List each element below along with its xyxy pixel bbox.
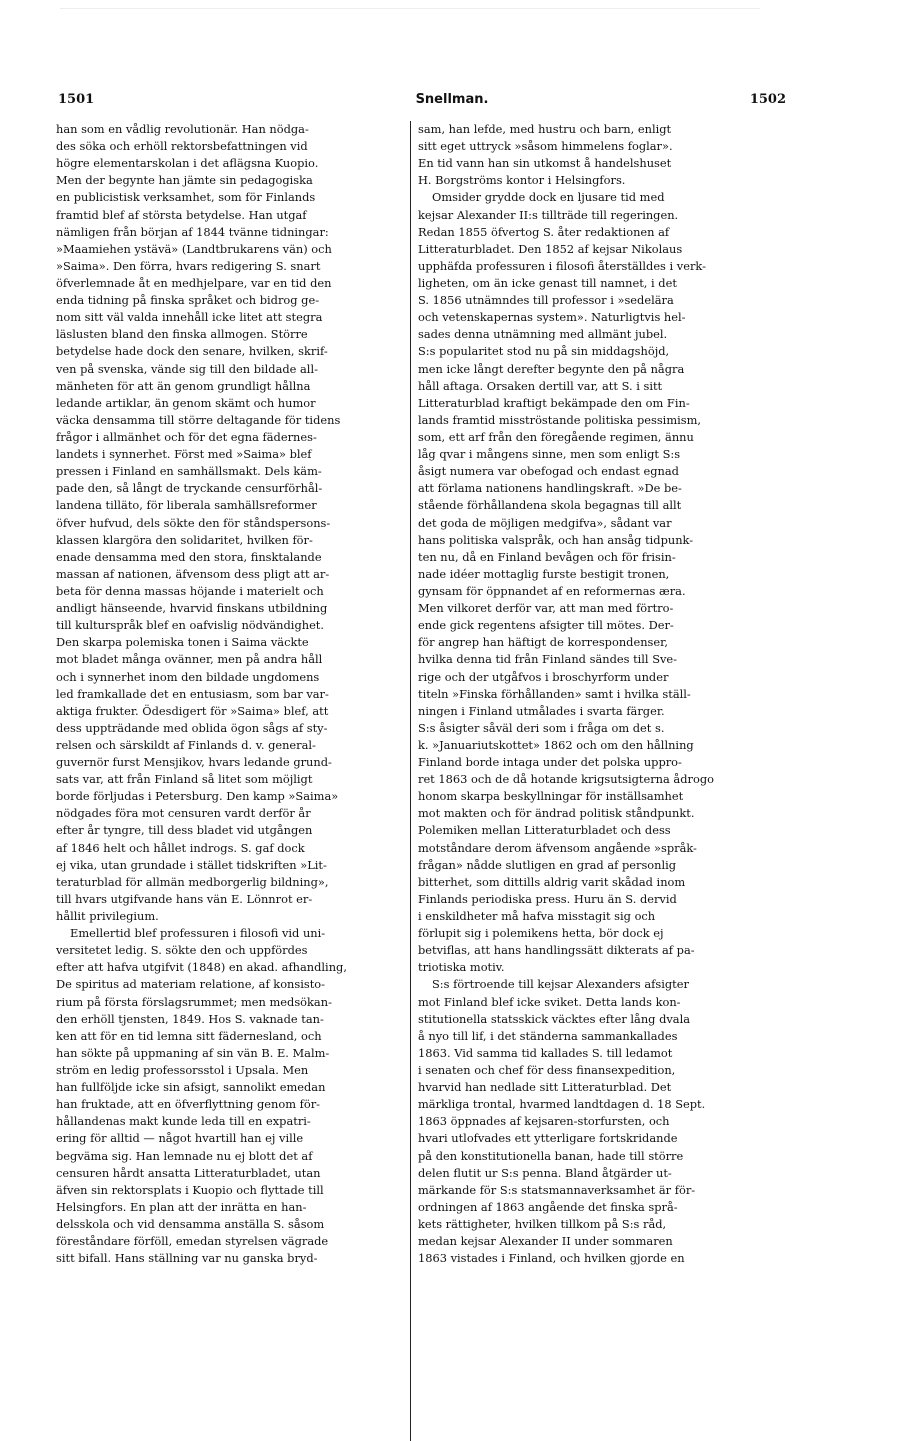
text-line: rige och der utgåfvos i broschyrform under (418, 669, 669, 684)
scan-edge-line (60, 8, 760, 9)
text-line: En tid vann han sin utkomst å handelshuset (418, 156, 672, 171)
text-line: ningen i Finland utmålades i svarta färger. (418, 703, 665, 718)
text-line: kejsar Alexander II:s tillträde till regeringen. (418, 207, 679, 222)
text-line: Omsider grydde dock en ljusare tid med (432, 190, 665, 205)
text-line: föreståndare förföll, emedan styrelsen vägrade (56, 1234, 329, 1249)
text-line: »Saima». Den förra, hvars redigering S. snart (56, 258, 321, 273)
text-line: De spiritus ad materiam relatione, af konsisto- (56, 977, 326, 992)
text-line: stående förhållandena skola begagnas till allt (418, 498, 682, 513)
text-line: väcka densamma till större deltagande för tidens (56, 412, 341, 427)
text-line: han fruktade, att en öfverflyttning genom för- (56, 1097, 321, 1112)
text-line: teraturblad för allmän medborgerlig bildning», (56, 874, 329, 889)
text-line: enda tidning på finska språket och bidrog ge- (56, 293, 320, 308)
text-line: sitt bifall. Hans ställning var nu ganska bryd- (56, 1251, 318, 1266)
text-line: nämligen från början af 1844 tvänne tidningar: (56, 224, 329, 239)
text-line: efter att hafva utgifvit (1848) en akad. afhandling, (56, 960, 347, 975)
running-title: Snellman. (415, 92, 489, 107)
page-header (0, 92, 904, 112)
text-line: hvarvid han nedlade sitt Litteraturblad. Det (418, 1080, 672, 1095)
left-page-number: 1501 (58, 92, 95, 107)
text-line: ej vika, utan grundade i stället tidskriften »Lit- (56, 857, 327, 872)
text-line: enade densamma med den stora, finsktalande (56, 549, 322, 564)
text-line: betydelse hade dock den senare, hvilken, skrif- (56, 344, 328, 359)
text-line: högre elementarskolan i det aflägsna Kuopio. (56, 156, 319, 171)
text-line: ende gick regentens afsigter till mötes. Der- (418, 618, 674, 633)
text-line: bitterhet, som dittills aldrig varit skådad inom (418, 874, 686, 889)
text-line: massan af nationen, äfvensom dess pligt att ar- (56, 566, 330, 581)
text-line: hvari utlofvades ett ytterligare fortskridande (418, 1131, 678, 1146)
text-line: att förlama nationens handlingskraft. »De be- (418, 481, 682, 496)
text-line: hållandenas makt kunde leda till en expatri- (56, 1114, 311, 1129)
text-line: men icke långt derefter begynte den på några (418, 361, 685, 376)
text-line: rium på första förslagsrummet; men medsökan- (56, 994, 332, 1009)
text-line: Polemiken mellan Litteraturbladet och dess (418, 823, 671, 838)
text-line: andligt hänseende, hvarvid finskans utbildning (56, 601, 328, 616)
text-line: framtid blef af största betydelse. Han utgaf (56, 207, 307, 222)
text-line: medan kejsar Alexander II under sommaren (418, 1234, 673, 1249)
text-line: af 1846 helt och hållet indrogs. S. gaf dock (56, 840, 305, 855)
text-line: censuren hårdt ansatta Litteraturbladet, utan (56, 1165, 321, 1180)
text-line: som, ett arf från den föregående regimen, ännu (418, 429, 694, 444)
text-line: triotiska motiv. (418, 960, 505, 975)
text-line: märkande för S:s statsmannaverksamhet är för- (418, 1182, 696, 1197)
text-line: på den konstitutionella banan, hade till större (418, 1148, 684, 1163)
text-line: honom skarpa beskyllningar för inställsamhet (418, 789, 684, 804)
text-line: nödgades föra mot censuren vardt derför år (56, 806, 311, 821)
text-line: Litteraturbladet. Den 1852 af kejsar Nikolaus (418, 241, 683, 256)
text-line: sam, han lefde, med hustru och barn, enligt (418, 122, 672, 136)
text-line: nade idéer mottaglig furste bestigit tronen, (418, 566, 670, 581)
text-line: i senaten och chef för dess finansexpedition, (418, 1063, 676, 1078)
text-line: för angrep han häftigt de korrespondenser, (418, 635, 668, 650)
text-line: S. 1856 utnämndes till professor i »sedelära (418, 293, 674, 308)
text-line: nom sitt väl valda innehåll icke litet att stegra (56, 310, 323, 325)
text-line: och i synnerhet inom den bildade ungdomens (56, 669, 320, 684)
text-line: förlupit sig i polemikens hetta, bör dock ej (418, 926, 664, 941)
text-line: mot Finland blef icke sviket. Detta lands kon- (418, 994, 681, 1009)
text-line: efter år tyngre, till dess bladet vid utgången (56, 823, 313, 838)
text-line: pressen i Finland en samhällsmakt. Dels käm- (56, 464, 322, 479)
text-line: läslusten bland den finska allmogen. Större (56, 327, 308, 342)
text-line: märkliga trontal, hvarmed landtdagen d. 18 Sept. (418, 1097, 706, 1112)
text-line: led framkallade det en entusiasm, som bar var- (56, 686, 329, 701)
text-line: Men vilkoret derför var, att man med förtro- (418, 601, 674, 616)
text-line: det goda de möjligen medgifva», sådant var (418, 515, 672, 530)
text-line: H. Borgströms kontor i Helsingfors. (418, 173, 626, 188)
text-line: hans politiska valspråk, och han ansåg tidpunk- (418, 532, 694, 547)
text-line: Redan 1855 öfvertog S. åter redaktionen af (418, 224, 670, 239)
text-line: 1863. Vid samma tid kallades S. till ledamot (418, 1045, 673, 1060)
text-line: ligheten, om än icke genast till namnet, i det (418, 275, 677, 290)
text-line: kets rättigheter, hvilken tillkom på S:s råd, (418, 1217, 667, 1231)
text-line: i enskildheter må hafva misstagit sig och (418, 909, 656, 924)
text-line: mot makten och för ändrad politisk ståndpunkt. (418, 806, 695, 821)
text-line: delsskola och vid densamma anställa S. såsom (56, 1217, 325, 1231)
text-line: Den skarpa polemiska tonen i Saima väckte (56, 635, 309, 650)
text-line: delen flutit ur S:s penna. Bland åtgärder ut- (418, 1165, 672, 1180)
text-line: en publicistisk verksamhet, som för Finlands (56, 190, 316, 205)
text-line: ten nu, då en Finland bevågen och för frisin- (418, 549, 676, 564)
text-line: sades denna utnämning med allmänt jubel. (418, 327, 668, 342)
text-line: äfven sin rektorsplats i Kuopio och flyttade till (56, 1182, 324, 1197)
text-line: titeln »Finska förhållanden» samt i hvilka ställ- (418, 686, 691, 701)
text-line: stitutionella statsskick väcktes efter lång dvala (418, 1011, 691, 1026)
text-line: Finlands periodiska press. Huru än S. dervid (418, 891, 677, 906)
text-line: ering för alltid — något hvartill han ej ville (56, 1131, 304, 1146)
text-line: k. »Januariutskottet» 1862 och om den hållning (418, 737, 694, 752)
text-line: öfverlemnade åt en medhjelpare, var en tid den (56, 275, 332, 290)
left-column (56, 121, 401, 1267)
text-line: Helsingfors. En plan att der inrätta en han- (56, 1199, 307, 1214)
text-line: 1863 öppnades af kejsaren-storfursten, och (418, 1114, 670, 1129)
text-line: beta för denna massas höjande i materielt och (56, 583, 324, 598)
text-line: S:s åsigter såväl deri som i fråga om det s. (418, 720, 665, 735)
text-line: mänheten för att än genom grundligt hållna (56, 378, 311, 393)
text-line: till kulturspråk blef en oafvislig nödvändighet. (56, 618, 325, 633)
text-line: åsigt numera var obefogad och endast egnad (418, 464, 679, 479)
text-line: frågan» nådde slutligen en grad af personlig (418, 857, 677, 872)
text-line: betviflas, att hans handlingssätt dikterats af pa- (418, 943, 695, 958)
text-line: å nyo till lif, i det ständerna sammankallades (418, 1028, 678, 1043)
text-line: den erhöll tjensten, 1849. Hos S. vaknade tan- (56, 1011, 324, 1026)
text-line: ven på svenska, vände sig till den bildade all- (56, 361, 318, 376)
text-line: ret 1863 och de då hotande krigsutsigterna ådrogo (418, 772, 714, 787)
text-line: S:s popularitet stod nu på sin middagshöjd, (418, 344, 670, 359)
text-line: pade den, så långt de tryckande censurförhål- (56, 481, 323, 496)
text-line: S:s förtroende till kejsar Alexanders afsigter (432, 977, 689, 992)
text-line: hållit privilegium. (56, 909, 159, 924)
text-line: låg qvar i mångens sinne, men som enligt S:s (418, 447, 681, 462)
text-line: 1863 vistades i Finland, och hvilken gjorde en (418, 1251, 685, 1266)
text-line: mot bladet många ovänner, men på andra håll (56, 652, 323, 667)
text-line: lands framtid misströstande politiska pessimism, (418, 412, 702, 427)
text-line: motståndare derom äfvensom angående »språk- (418, 840, 697, 855)
text-line: versitetet ledig. S. sökte den och uppfördes (56, 943, 308, 958)
text-line: sats var, att från Finland så litet som möjligt (56, 772, 313, 787)
text-line: borde förljudas i Petersburg. Den kamp »Saima» (56, 789, 339, 804)
text-line: sitt eget uttryck »såsom himmelens foglar». (418, 139, 673, 154)
text-line: dess uppträdande med oblida ögon sågs af sty- (56, 720, 328, 735)
text-line: öfver hufvud, dels sökte den för ståndspersons- (56, 515, 331, 530)
text-line: landena tilläto, för liberala samhällsreformer (56, 498, 317, 513)
text-line: Emellertid blef professuren i filosofi vid uni- (70, 926, 326, 941)
text-line: hvilka denna tid från Finland sändes till Sve- (418, 652, 678, 667)
text-line: klassen klargöra den solidaritet, hvilken för- (56, 532, 313, 547)
text-line: Men der begynte han jämte sin pedagogiska (56, 173, 313, 188)
text-line: Litteraturblad kraftigt bekämpade den om Fin- (418, 395, 690, 410)
text-line: ken att för en tid lemna sitt fädernesland, och (56, 1028, 322, 1043)
right-page-number: 1502 (749, 92, 786, 107)
text-line: frågor i allmänhet och för det egna fädernes- (56, 429, 317, 444)
text-line: han sökte på uppmaning af sin vän B. E. Malm- (56, 1045, 330, 1060)
text-line: ledande artiklar, än genom skämt och humor (56, 395, 316, 410)
text-line: guvernör furst Mensjikov, hvars ledande grund- (56, 755, 332, 770)
text-line: des söka och erhöll rektorsbefattningen vid (56, 139, 308, 154)
text-line: begväma sig. Han lemnade nu ej blott det af (56, 1148, 313, 1163)
text-line: till hvars utgifvande hans vän E. Lönnrot er- (56, 891, 313, 906)
text-line: relsen och särskildt af Finlands d. v. general- (56, 737, 316, 752)
text-line: ordningen af 1863 angående det finska språ- (418, 1199, 678, 1214)
text-line: aktiga frukter. Ödesdigert för »Saima» blef, att (56, 703, 329, 718)
text-line: han fullföljde icke sin afsigt, sannolikt emedan (56, 1080, 326, 1095)
text-line: håll aftaga. Orsaken dertill var, att S. i sitt (418, 378, 663, 393)
text-line: gynsam för öppnandet af en reformernas æra. (418, 583, 686, 598)
text-line: Finland borde intaga under det polska uppro- (418, 755, 682, 770)
column-divider (410, 121, 411, 1441)
text-line: upphäfda professuren i filosofi återställdes i verk- (418, 258, 706, 273)
text-line: landets i synnerhet. Först med »Saima» blef (56, 447, 312, 462)
text-line: och vetenskapernas system». Naturligtvis hel- (418, 310, 686, 325)
right-column (418, 121, 763, 1267)
text-line: ström en ledig professorsstol i Upsala. Men (56, 1063, 309, 1078)
text-line: han som en vådlig revolutionär. Han nödga- (56, 122, 309, 136)
text-line: »Maamiehen ystävä» (Landtbrukarens vän) och (56, 241, 332, 256)
